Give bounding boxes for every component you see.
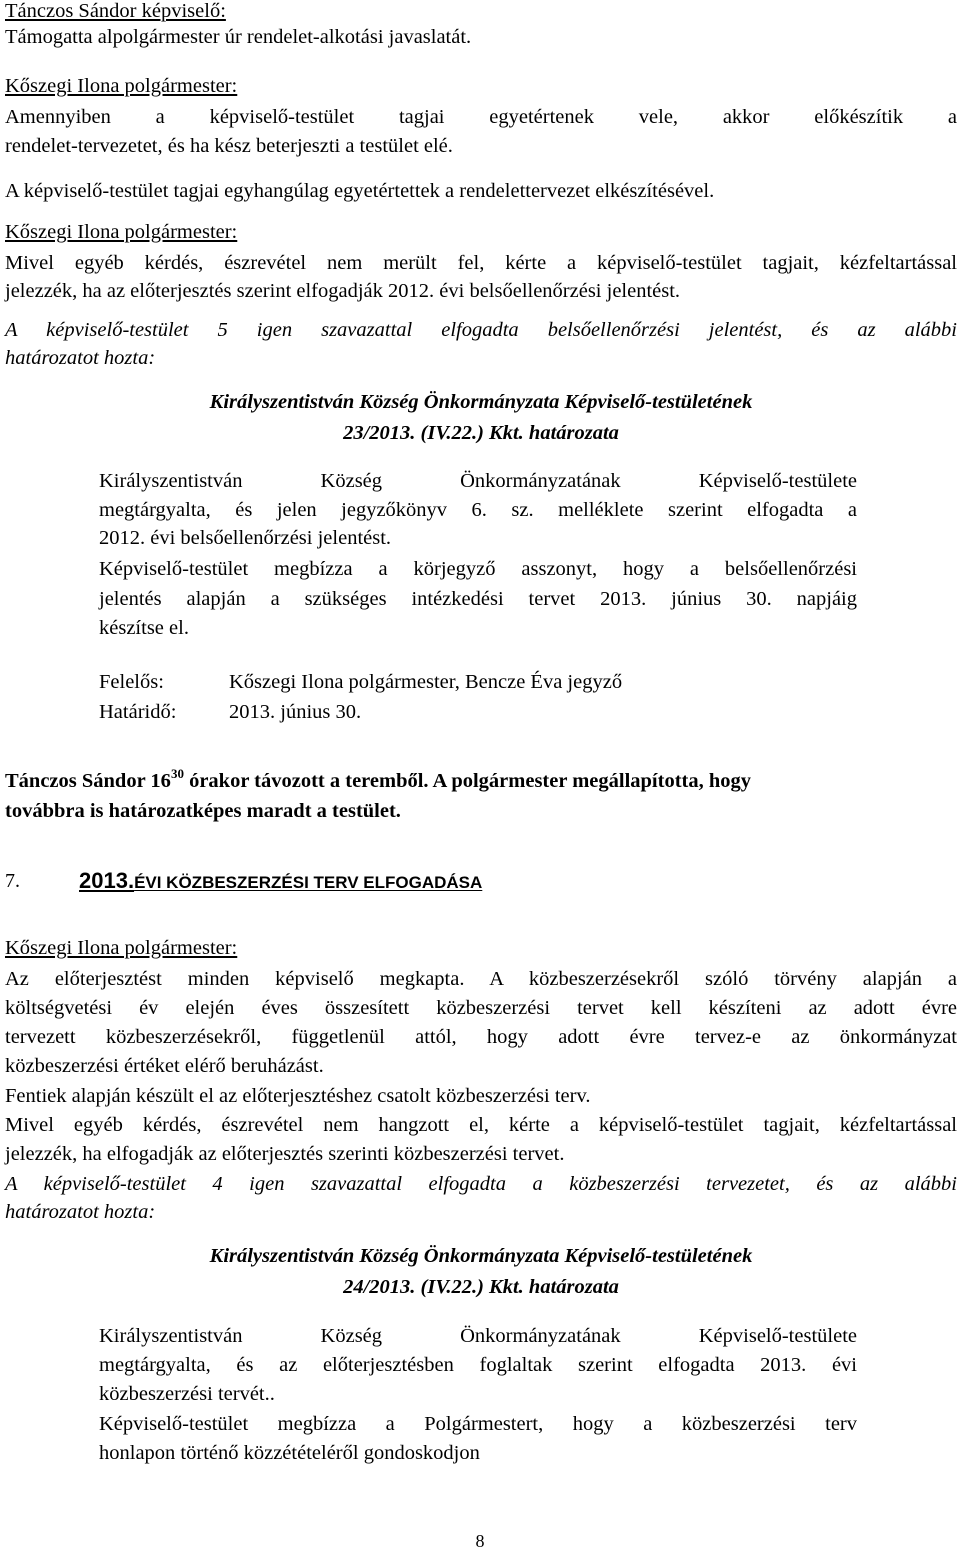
resolution-body-line: honlapon történő közzétételéről gondoskodjon xyxy=(99,1442,480,1464)
paragraph-line: Támogatta alpolgármester úr rendelet-alkotási javaslatát. xyxy=(5,26,472,48)
resolution-number: 23/2013. (IV.22.) Kkt. határozata xyxy=(343,422,619,444)
responsible-label: Felelős: xyxy=(99,671,164,693)
speaker-label: Kőszegi Ilona polgármester: xyxy=(5,221,238,243)
resolution-body-line: 2012. évi belsőellenőrzési jelentést. xyxy=(99,527,392,549)
speaker-label: Tánczos Sándor képviselő: xyxy=(5,0,226,22)
paragraph-line: költségvetési év elején éves összesített közbeszerzési tervet kell készíteni az adott évre xyxy=(5,997,957,1019)
resolution-body-line: megtárgyalta, és jelen jegyzőkönyv 6. sz. melléklete szerint elfogadta a xyxy=(99,499,857,521)
resolution-body-line: Királyszentistván Község Önkormányzatának Képviselő-testülete xyxy=(99,1325,857,1347)
time-superscript: 30 xyxy=(170,766,184,781)
vote-statement: határozatot hozta: xyxy=(5,1201,156,1223)
resolution-body-line: jelentés alapján a szükséges intézkedési tervet 2013. június 30. napjáig xyxy=(99,588,857,610)
resolution-body-line: Képviselő-testület megbízza a Polgármestert, hogy a közbeszerzési terv xyxy=(99,1413,857,1435)
paragraph-line: közbeszerzési értéket elérő beruházást. xyxy=(5,1055,324,1077)
resolution-title: Királyszentistván Község Önkormányzata Képviselő-testületének xyxy=(209,1245,753,1267)
resolution-body-line: Királyszentistván Község Önkormányzatának Képviselő-testülete xyxy=(99,470,857,492)
vote-statement: határozatot hozta: xyxy=(5,347,156,369)
bold-notice-line: továbbra is határozatképes maradt a testület. xyxy=(5,800,401,822)
resolution-body-line: készítse el. xyxy=(99,617,189,639)
paragraph-line: jelezzék, ha az előterjesztés szerint elfogadják 2012. évi belsőellenőrzési jelentést. xyxy=(5,280,681,302)
vote-statement: A képviselő-testület 4 igen szavazattal elfogadta a közbeszerzési tervezetet, és az alábbi xyxy=(5,1173,957,1195)
vote-statement: A képviselő-testület 5 igen szavazattal elfogadta belsőellenőrzési jelentést, és az alábbi xyxy=(5,319,957,341)
section-year: 2013. xyxy=(79,868,135,893)
paragraph-line: Fentiek alapján készült el az előterjesztéshez csatolt közbeszerzési terv. xyxy=(5,1085,591,1107)
notice-text: órakor távozott a teremből. A polgármester megállapította, hogy xyxy=(183,770,752,792)
speaker-label: Kőszegi Ilona polgármester: xyxy=(5,937,238,959)
page-number: 8 xyxy=(475,1531,485,1551)
resolution-body-line: közbeszerzési tervét.. xyxy=(99,1383,275,1405)
section-number: 7. xyxy=(5,870,20,892)
paragraph-line: Az előterjesztést minden képviselő megkapta. A közbeszerzésekről szóló törvény alapján a xyxy=(5,968,957,990)
paragraph-line: Mivel egyéb kérdés, észrevétel nem hangzott el, kérte a képviselő-testület tagjait, kézfeltartással xyxy=(5,1114,957,1136)
section-title: ÉVI KÖZBESZERZÉSI TERV ELFOGADÁSA xyxy=(134,873,483,892)
notice-text: Tánczos Sándor 16 xyxy=(5,770,171,792)
resolution-statement: A képviselő-testület tagjai egyhangúlag egyetértettek a rendelettervezet elkészítésével. xyxy=(5,180,715,202)
paragraph-line: rendelet-tervezetet, és ha kész beterjeszti a testület elé. xyxy=(5,135,453,157)
deadline-label: Határidő: xyxy=(99,701,177,723)
deadline-value: 2013. június 30. xyxy=(229,701,362,723)
section-heading xyxy=(5,866,20,896)
bold-notice-line xyxy=(5,767,957,797)
resolution-body-line: megtárgyalta, és az előterjesztésben foglaltak szerint elfogadta 2013. évi xyxy=(99,1354,857,1376)
responsible-value: Kőszegi Ilona polgármester, Bencze Éva jegyző xyxy=(229,671,623,693)
paragraph-line: tervezett közbeszerzésekről, függetlenül attól, hogy adott évre tervez-e az önkormányzat xyxy=(5,1026,957,1048)
section-heading-title xyxy=(79,866,482,897)
speaker-label: Kőszegi Ilona polgármester: xyxy=(5,75,238,97)
resolution-title: Királyszentistván Község Önkormányzata Képviselő-testületének xyxy=(209,391,753,413)
paragraph-line: Mivel egyéb kérdés, észrevétel nem merült fel, kérte a képviselő-testület tagjait, kézfeltartással xyxy=(5,252,957,274)
paragraph-line: Amennyiben a képviselő-testület tagjai egyetértenek vele, akkor előkészítik a xyxy=(5,106,957,128)
resolution-number: 24/2013. (IV.22.) Kkt. határozata xyxy=(343,1276,619,1298)
resolution-body-line: Képviselő-testület megbízza a körjegyző asszonyt, hogy a belsőellenőrzési xyxy=(99,558,857,580)
paragraph-line: jelezzék, ha elfogadják az előterjesztés szerinti közbeszerzési tervet. xyxy=(5,1143,565,1165)
